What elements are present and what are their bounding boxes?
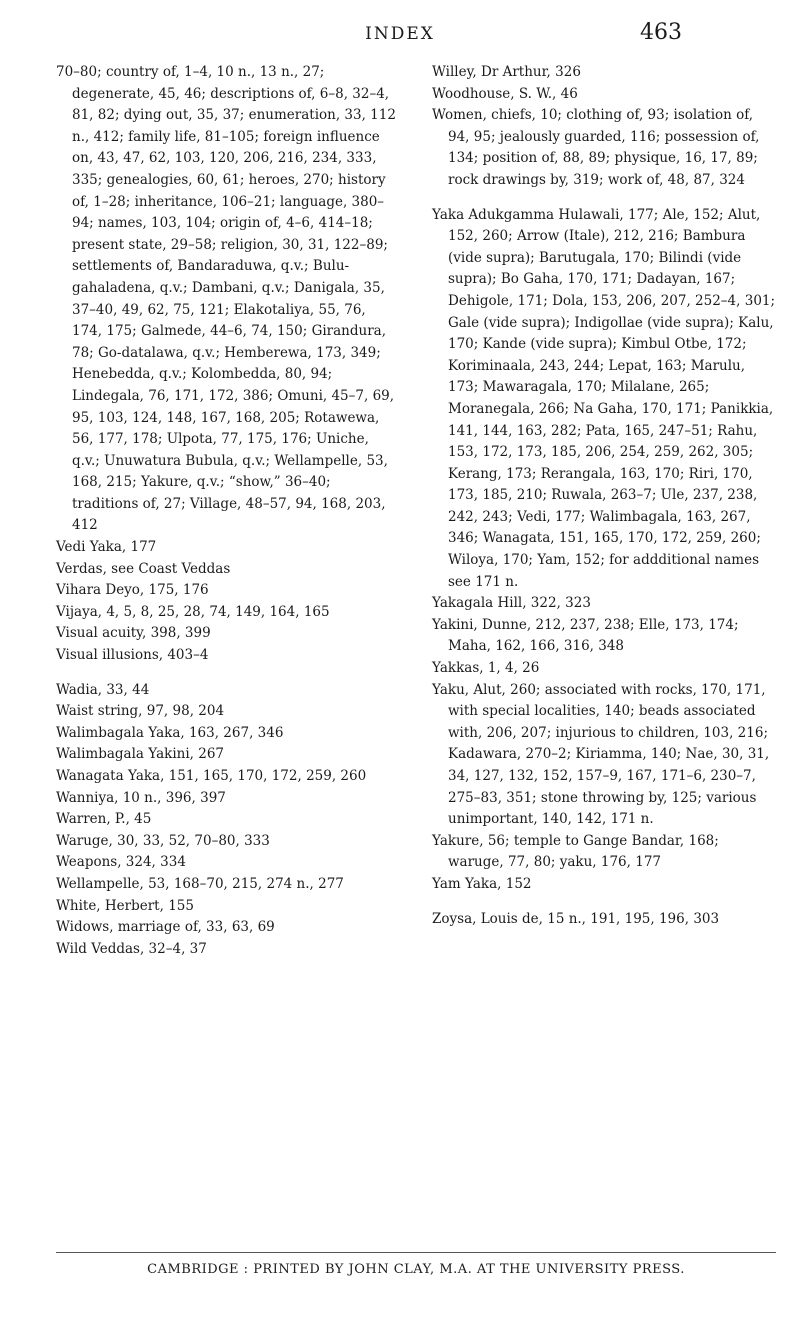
footer-rule	[56, 1252, 776, 1253]
entry-group-gap	[56, 667, 400, 680]
index-entry: Widows, marriage of, 33, 63, 69	[56, 919, 275, 936]
index-entry: Yaka Adukgamma Hulawali, 177; Ale, 152; Alut, 152, 260; Arrow (Itale), 212, 216; Bambura (vide supra); Barutugala, 170; Bilindi (vide supra); Bo Gaha, 170, 171; Dadayan, 167; Dehigole, 171; Dola, 153, 206, 207, 252–4, 301; Gale (vide supra); Indigollae (vide supra); Kalu, 170; Kande (vide supra); Kimbul Otbe, 172; Koriminaala, 243, 244; Lepat, 163; Marulu, 173; Mawaragala, 170; Milalane, 265; Moranegala, 266; Na Gaha, 170, 171; Panikkia, 141, 144, 163, 282; Pata, 165, 247–51; Rahu, 153, 172, 173, 185, 206, 254, 259, 262, 305; Kerang, 173; Rerangala, 163, 170; Riri, 170, 173, 185, 210; Ruwala, 263–7; Ule, 237, 238, 242, 243; Vedi, 177; Walimbagala, 163, 267, 346; Wanagata, 151, 165, 170, 172, 259, 260; Wiloya, 170; Yam, 152; for addditional names see 171 n.	[432, 206, 776, 590]
index-entry: 70–80; country of, 1–4, 10 n., 13 n., 27; degenerate, 45, 46; descriptions of, 6–8, 32–4, 81, 82; dying out, 35, 37; enumeration, 33, 112 n., 412; family life, 81–105; foreign influence on, 43, 47, 62, 103, 120, 206, 216, 234, 333, 335; genealogies, 60, 61; heroes, 270; history of, 1–28; inheritance, 106–21; language, 380–94; names, 103, 104; origin of, 4–6, 414–18; present state, 29–58; religion, 30, 31, 122–89; settlements of, Bandaraduwa, q.v.; Bulu-gahaladena, q.v.; Dambani, q.v.; Danigala, 35, 37–40, 49, 62, 75, 121; Elakotaliya, 55, 76, 174, 175; Galmede, 44–6, 74, 150; Girandura, 78; Go-datalawa, q.v.; Hemberewa, 173, 349; Henebedda, q.v.; Kolombedda, 80, 94; Lindegala, 76, 171, 172, 386; Omuni, 45–7, 69, 95, 103, 124, 148, 167, 168, 205; Rotawewa, 56, 177, 178; Ulpota, 77, 175, 176; Uniche, q.v.; Unuwatura Bubula, q.v.; Wellampelle, 53, 168, 215; Yakure, q.v.; “show,” 36–40; traditions of, 27; Village, 48–57, 94, 168, 203, 412	[56, 64, 396, 534]
index-column-right	[432, 62, 776, 930]
index-entry: Walimbagala Yaka, 163, 267, 346	[56, 724, 284, 741]
index-entry: Visual illusions, 403–4	[56, 647, 209, 664]
index-entry: Waist string, 97, 98, 204	[56, 703, 225, 720]
index-entry: Vedi Yaka, 177	[56, 539, 157, 556]
index-entry: Wanagata Yaka, 151, 165, 170, 172, 259, 260	[56, 768, 367, 784]
index-entry: Yakure, 56; temple to Gange Bandar, 168; waruge, 77, 80; yaku, 176, 177	[432, 832, 719, 871]
index-entry: Yam Yaka, 152	[432, 875, 532, 892]
index-entry: Vihara Deyo, 175, 176	[56, 582, 209, 599]
index-entry: Weapons, 324, 334	[56, 854, 186, 871]
index-entry: Women, chiefs, 10; clothing of, 93; isolation of, 94, 95; jealously guarded, 116; possession of, 134; position of, 88, 89; physique, 16, 17, 89; rock drawings by, 319; work of, 48, 87, 324	[432, 107, 760, 188]
index-entry: Woodhouse, S. W., 46	[432, 85, 578, 102]
index-entry: Waruge, 30, 33, 52, 70–80, 333	[56, 832, 270, 849]
index-column-left	[56, 62, 400, 960]
printer-imprint: CAMBRIDGE : PRINTED BY JOHN CLAY, M.A. AT THE UNIVERSITY PRESS.	[147, 1262, 685, 1277]
running-header-title: INDEX	[365, 24, 435, 44]
index-entry: Wadia, 33, 44	[56, 681, 150, 698]
index-entry: Zoysa, Louis de, 15 n., 191, 195, 196, 303	[432, 910, 720, 927]
index-entry: Wanniya, 10 n., 396, 397	[56, 789, 226, 806]
index-entry: Visual acuity, 398, 399	[56, 625, 211, 642]
page-number: 463	[640, 20, 682, 45]
index-entry: Yakkas, 1, 4, 26	[432, 660, 540, 677]
index-entry: Walimbagala Yakini, 267	[56, 746, 224, 763]
index-entry: Verdas, see Coast Veddas	[56, 560, 231, 577]
index-entry: Yakagala Hill, 322, 323	[432, 595, 591, 612]
index-entry: Warren, P., 45	[56, 811, 152, 828]
index-entry: Wellampelle, 53, 168–70, 215, 274 n., 277	[56, 875, 344, 892]
index-entry: Vijaya, 4, 5, 8, 25, 28, 74, 149, 164, 165	[56, 603, 330, 620]
entry-group-gap	[432, 192, 776, 205]
index-entry: White, Herbert, 155	[56, 897, 194, 914]
index-entry: Yaku, Alut, 260; associated with rocks, 170, 171, with special localities, 140; beads associated with, 206, 207; injurious to children, 103, 216; Kadawara, 270–2; Kiriamma, 140; Nae, 30, 31, 34, 127, 132, 152, 157–9, 167, 171–6, 230–7, 275–83, 351; stone throwing by, 125; various unimportant, 140, 142, 171 n.	[432, 681, 770, 828]
index-entry: Willey, Dr Arthur, 326	[432, 64, 581, 80]
entry-group-gap	[432, 896, 776, 909]
index-entry: Wild Veddas, 32–4, 37	[56, 940, 207, 957]
index-entry: Yakini, Dunne, 212, 237, 238; Elle, 173, 174; Maha, 162, 166, 316, 348	[432, 616, 739, 655]
